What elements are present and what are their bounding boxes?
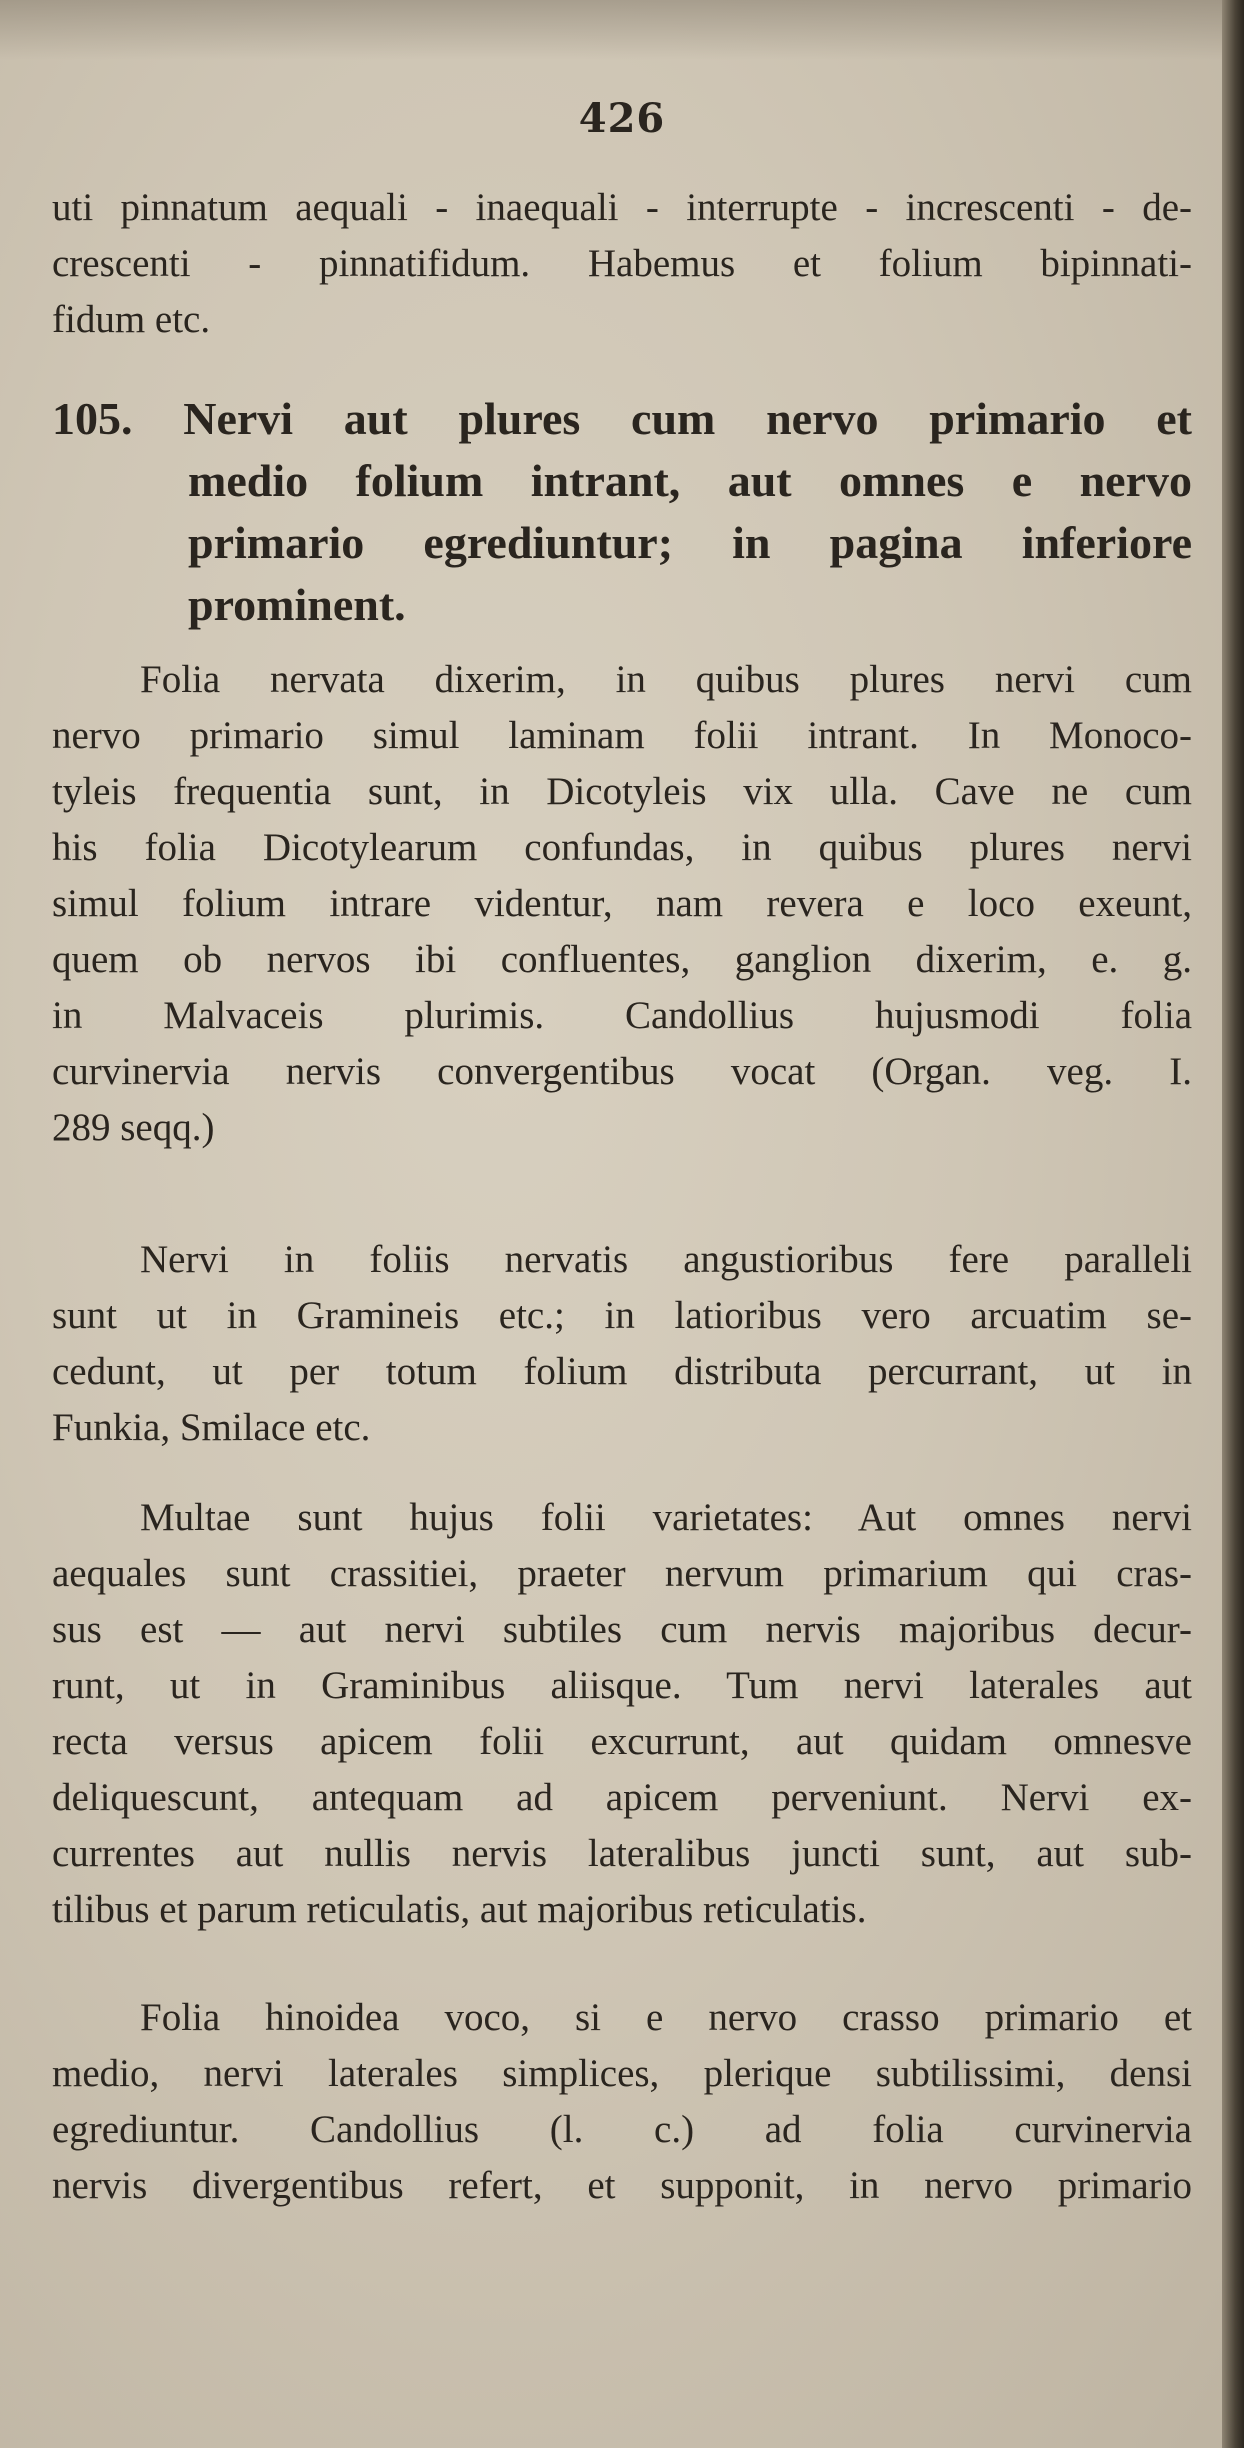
text-line: currentes aut nullis nervis lateralibus juncti sunt, aut sub- (52, 1832, 1192, 1875)
text-line: Folia nervata dixerim, in quibus plures nervi cum (140, 658, 1192, 701)
text-line: recta versus apicem folii excurrunt, aut quidam omnesve (52, 1720, 1192, 1763)
text-line: fidum etc. (52, 298, 211, 341)
text-line: crescenti - pinnatifidum. Habemus et folium bipinnati- (52, 242, 1192, 285)
text-line: simul folium intrare videntur, nam revera e loco exeunt, (52, 882, 1192, 925)
top-shadow (0, 0, 1244, 60)
page-number: 426 (578, 95, 666, 142)
text-line: 289 seqq.) (52, 1106, 215, 1149)
text-line: sunt ut in Gramineis etc.; in latioribus vero arcuatim se- (52, 1294, 1192, 1337)
text-line: deliquescunt, antequam ad apicem perveniunt. Nervi ex- (52, 1776, 1192, 1819)
text-line: nervis divergentibus refert, et supponit, in nervo primario (52, 2164, 1192, 2207)
text-line: Funkia, Smilace etc. (52, 1406, 371, 1449)
text-line: Multae sunt hujus folii varietates: Aut omnes nervi (140, 1496, 1192, 1539)
text-line: tyleis frequentia sunt, in Dicotyleis vix ulla. Cave ne cum (52, 770, 1192, 813)
heading-line: prominent. (188, 579, 406, 630)
text-line: his folia Dicotylearum confundas, in quibus plures nervi (52, 826, 1192, 869)
text-line: egrediuntur. Candollius (l. c.) ad folia curvinervia (52, 2108, 1192, 2151)
text-line: runt, ut in Graminibus aliisque. Tum nervi laterales aut (52, 1664, 1192, 1707)
paragraph-folia-hinoidea (52, 1990, 1192, 2214)
paragraph-folia-nervata (52, 652, 1192, 1156)
text-line: cedunt, ut per totum folium distributa percurrant, ut in (52, 1350, 1192, 1393)
text-line: sus est — aut nervi subtiles cum nervis majoribus decur- (52, 1608, 1192, 1651)
text-line: in Malvaceis plurimis. Candollius hujusmodi folia (52, 994, 1192, 1037)
text-line: curvinervia nervis convergentibus vocat (Organ. veg. I. (52, 1050, 1192, 1093)
heading-line: 105. Nervi aut plures cum nervo primario et (52, 393, 1192, 444)
section-heading (52, 388, 1192, 636)
text-line: uti pinnatum aequali - inaequali - interrupte - increscenti - de- (52, 186, 1192, 229)
paragraph-varietates (52, 1490, 1192, 1938)
page-binding-edge (1222, 0, 1244, 2448)
text-line: medio, nervi laterales simplices, plerique subtilissimi, densi (52, 2052, 1192, 2095)
text-line: aequales sunt crassitiei, praeter nervum primarium qui cras- (52, 1552, 1192, 1595)
heading-line: medio folium intrant, aut omnes e nervo (188, 455, 1192, 506)
text-line: nervo primario simul laminam folii intrant. In Monoco- (52, 714, 1192, 757)
text-line: quem ob nervos ibi confluentes, ganglion dixerim, e. g. (52, 938, 1192, 981)
text-line: Folia hinoidea voco, si e nervo crasso primario et (140, 1996, 1192, 2039)
text-line: Nervi in foliis nervatis angustioribus fere paralleli (140, 1238, 1192, 1281)
intro-paragraph (52, 180, 1192, 348)
paragraph-nervi-paralleli (52, 1232, 1192, 1456)
text-line: tilibus et parum reticulatis, aut majoribus reticulatis. (52, 1888, 867, 1931)
heading-line: primario egrediuntur; in pagina inferiore (188, 517, 1192, 568)
